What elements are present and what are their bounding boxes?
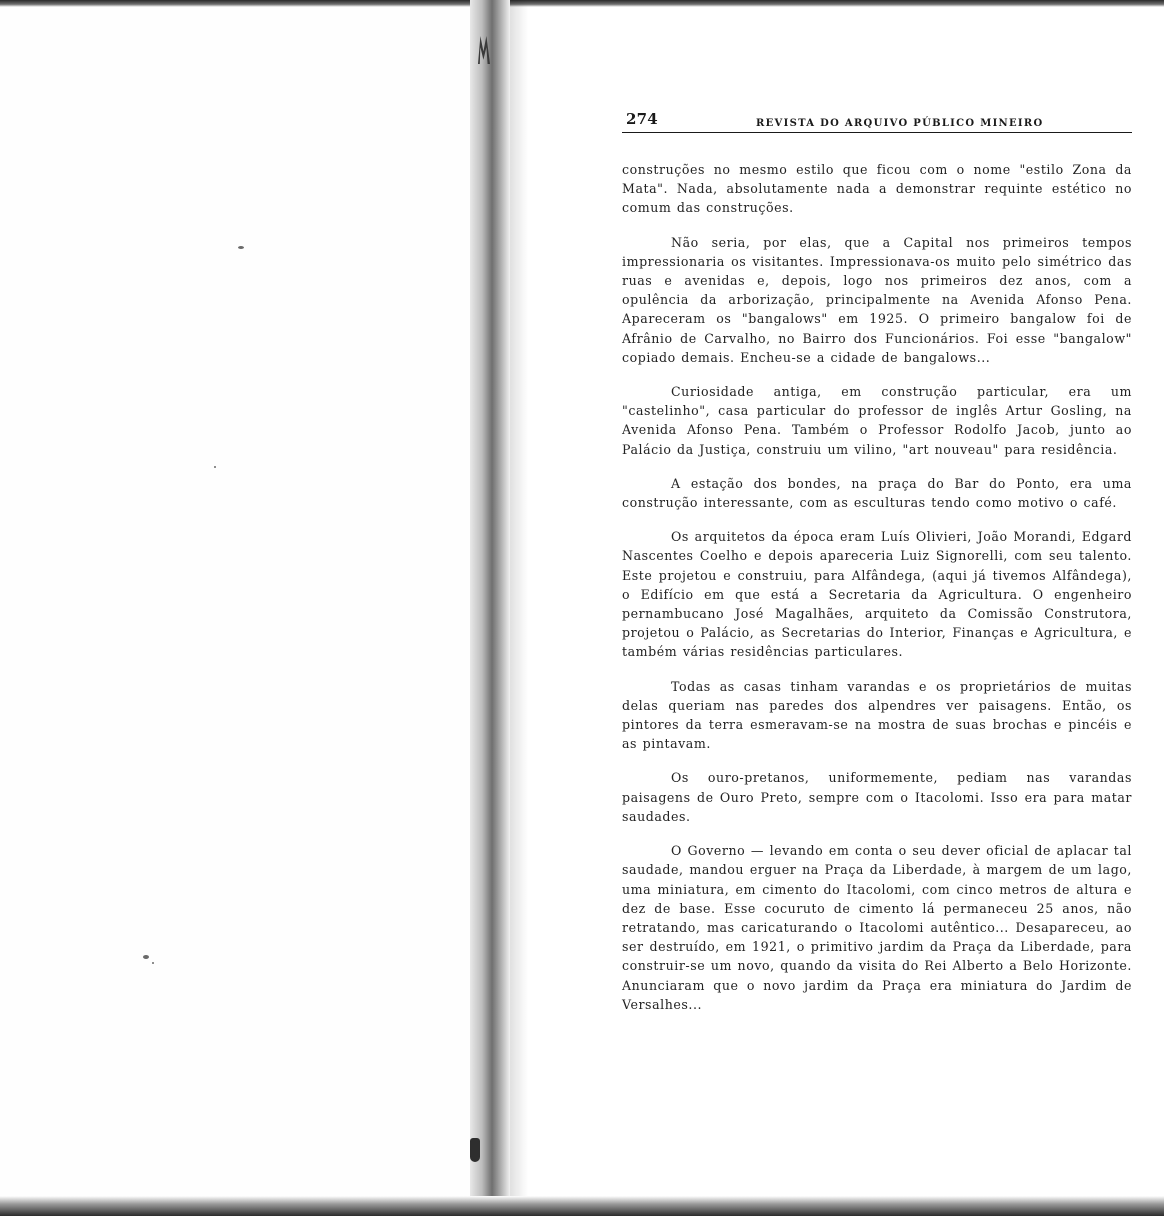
paragraph: Todas as casas tinham varandas e os proprietários de muitas delas queriam nas paredes dos alpendres ver paisagens. Então, os pintores da terra esmeravam-se na mostra de suas brochas e pincéis e as pintavam. bbox=[622, 678, 1132, 752]
paragraph: Os ouro-pretanos, uniformemente, pediam nas varandas paisagens de Ouro Preto, sempre com o Itacolomi. Isso era para matar saudades. bbox=[622, 770, 1132, 824]
page-number: 274 bbox=[626, 110, 658, 128]
gutter-shadow bbox=[510, 0, 528, 1200]
scan-speck bbox=[238, 246, 244, 249]
running-header bbox=[622, 108, 1132, 133]
paragraph: O Governo — levando em conta o seu dever oficial de aplacar tal saudade, mandou erguer na Praça da Liberdade, à margem de um lago, uma miniatura, em cimento do Itacolomi, com cinco metros de altura e dez de base. Esse cocuruto de cimento lá permaneceu 25 anos, não retratando, mas caricaturando o Itacolomi autêntico... Desapareceu, ao ser destruído, em 1921, o primitivo jardim da Praça da Liberdade, para construir-se um novo, quando da visita do Rei Alberto a Belo Horizonte. Anunciaram que o novo jardim da Praça era miniatura do Jardim de Versalhes... bbox=[622, 843, 1132, 1012]
scan-bottom-edge bbox=[0, 1196, 1164, 1216]
book-gutter bbox=[470, 0, 510, 1200]
article-body bbox=[622, 160, 1132, 1014]
scan-speck bbox=[143, 955, 149, 959]
scan-speck bbox=[152, 962, 154, 964]
right-page bbox=[622, 108, 1132, 1029]
paragraph: Não seria, por elas, que a Capital nos primeiros tempos impressionaria os visitantes. Impressionava-os muito pelo simétrico das ruas e avenidas e, depois, logo nos primeiros dez anos, com a opulência da arborização, principalmente na Avenida Afonso Pena. Apareceram os "bangalows" em 1925. O primeiro bangalow foi de Afrânio de Carvalho, no Bairro dos Funcionários. Foi esse "bangalow" copiado demais. Encheu-se a cidade de bangalows... bbox=[622, 234, 1132, 365]
journal-title: REVISTA DO ARQUIVO PÚBLICO MINEIRO bbox=[756, 118, 1044, 129]
scan-top-edge bbox=[0, 0, 1164, 7]
blank-left-page bbox=[0, 7, 470, 1196]
paragraph: Os arquitetos da época eram Luís Olivieri, João Morandi, Edgard Nascentes Coelho e depois apareceria Luiz Signorelli, com seu talento. Este projetou e construiu, para Alfândega, (aqui já tivemos Alfândega), o Edifício em que está a Secretaria da Agricultura. O engenheiro pernambucano José Magalhães, arquiteto da Comissão Construtora, projetou o Palácio, as Secretarias do Interior, Finanças e Agricultura, e também várias residências particulares. bbox=[622, 529, 1132, 660]
paragraph: A estação dos bondes, na praça do Bar do Ponto, era uma construção interessante, com as esculturas tendo como motivo o café. bbox=[622, 475, 1132, 511]
paragraph: Curiosidade antiga, em construção particular, era um "castelinho", casa particular do professor de inglês Artur Gosling, na Avenida Afonso Pena. Também o Professor Rodolfo Jacob, junto ao Palácio da Justiça, construiu um vilino, "art nouveau" para residência. bbox=[622, 384, 1132, 457]
scan-speck bbox=[214, 466, 216, 468]
paragraph: construções no mesmo estilo que ficou com o nome "estilo Zona da Mata". Nada, absolutamente nada a demonstrar requinte estético no comum das construções. bbox=[622, 162, 1132, 216]
gutter-ink-mark bbox=[470, 1138, 480, 1162]
